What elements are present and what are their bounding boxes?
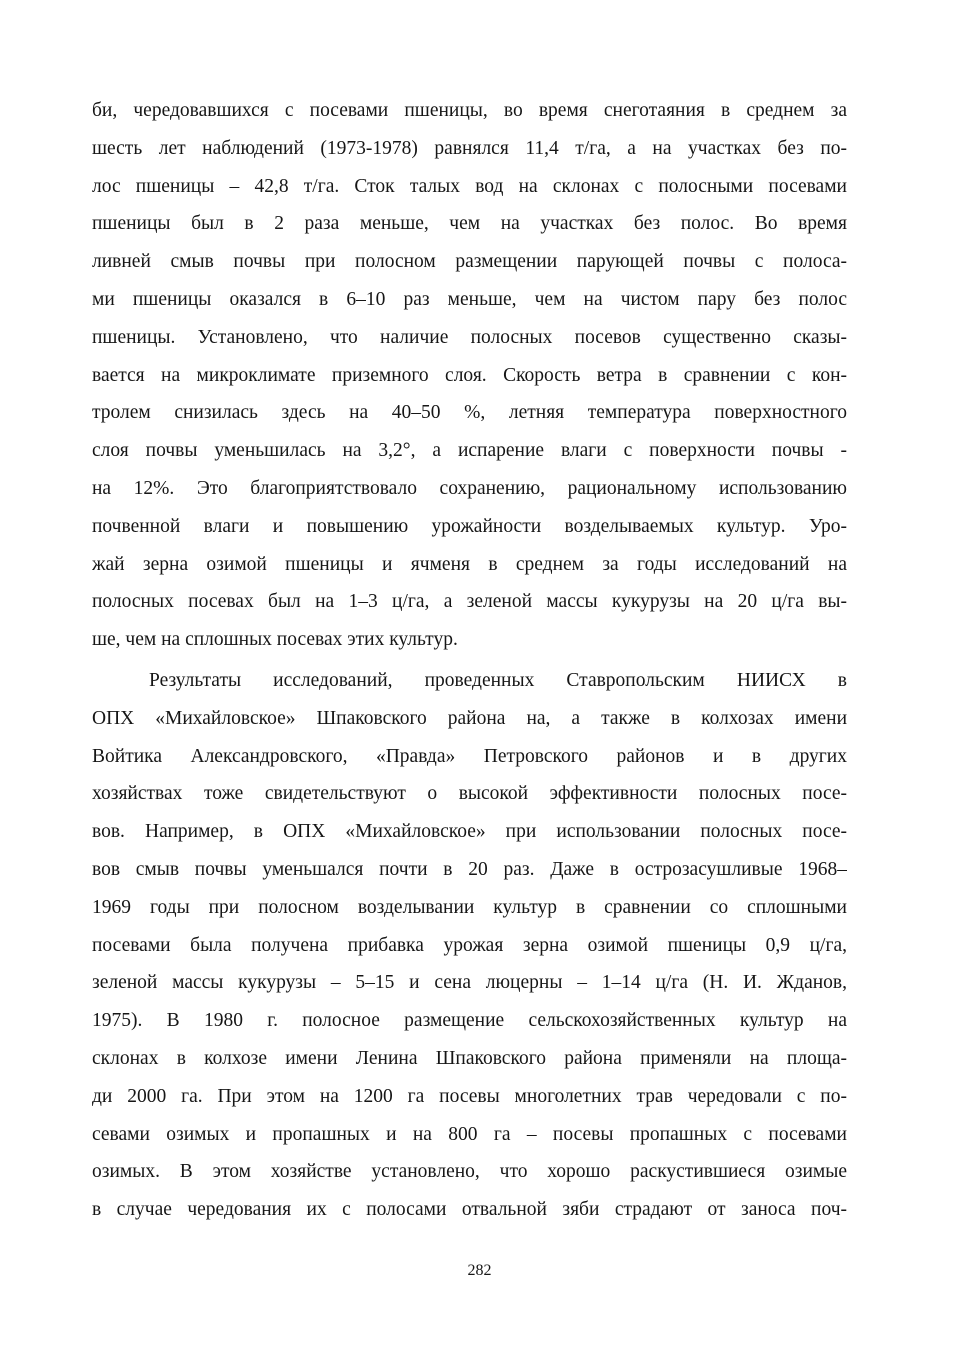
- text-line: ОПХ «Михайловское» Шпаковского района на, а также в колхозах имени: [92, 707, 847, 729]
- text-line: вов. Например, в ОПХ «Михайловское» при использовании полосных посе-: [92, 821, 847, 843]
- text-line: 1975). В 1980 г. полосное размещение сельскохозяйственных культур на: [92, 1010, 847, 1032]
- page-number: 282: [467, 1262, 492, 1279]
- text-line: полосных посевах был на 1–3 ц/га, а зеленой массы кукурузы на 20 ц/га вы-: [92, 591, 847, 613]
- text-line: 1969 годы при полосном возделывании культур в сравнении со сплошными: [92, 896, 847, 918]
- text-line: би, чередовавшихся с посевами пшеницы, во время снеготаяния в среднем за: [92, 100, 847, 121]
- text-line: тролем снизилась здесь на 40–50 %, летняя температура поверхностного: [92, 402, 847, 424]
- text-line: на 12%. Это благоприятствовало сохранению, рациональному использованию: [92, 477, 847, 499]
- text-line: ше, чем на сплошных посевах этих культур.: [92, 629, 458, 651]
- text-line: шесть лет наблюдений (1973-1978) равнялся 11,4 т/га, а на участках без по-: [92, 137, 847, 159]
- text-line: пшеницы был в 2 раза меньше, чем на участках без полос. Во время: [92, 213, 847, 235]
- paragraph-1: [92, 92, 847, 659]
- text-line: ди 2000 га. При этом на 1200 га посевы многолетних трав чередовали с по-: [92, 1085, 847, 1107]
- text-line: вается на микроклимате приземного слоя. Скорость ветра в сравнении с кон-: [92, 364, 847, 386]
- text-line: Результаты исследований, проведенных Ставропольским НИИСХ в: [149, 670, 847, 691]
- text-line: жай зерна озимой пшеницы и ячменя в среднем за годы исследований на: [92, 553, 847, 575]
- text-line: ливней смыв почвы при полосном размещении парующей почвы с полоса-: [92, 251, 847, 273]
- text-line: слоя почвы уменьшилась на 3,2°, а испарение влаги с поверхности почвы -: [92, 440, 847, 462]
- text-line: хозяйствах тоже свидетельствуют о высокой эффективности полосных посе-: [92, 783, 847, 805]
- text-line: посевами была получена прибавка урожая зерна озимой пшеницы 0,9 ц/га,: [92, 934, 847, 956]
- text-line: почвенной влаги и повышению урожайности возделываемых культур. Уро-: [92, 515, 847, 537]
- text-line: вов смыв почвы уменьшался почти в 20 раз. Даже в острозасушливые 1968–: [92, 858, 847, 880]
- paragraph-2: [92, 662, 847, 1229]
- text-line: зеленой массы кукурузы – 5–15 и сена люцерны – 1–14 ц/га (Н. И. Жданов,: [92, 972, 847, 994]
- text-line: ми пшеницы оказался в 6–10 раз меньше, чем на чистом пару без полос: [92, 288, 847, 310]
- text-line: склонах в колхозе имени Ленина Шпаковского района применяли на площа-: [92, 1047, 847, 1069]
- text-line: Войтика Александровского, «Правда» Петровского районов и в других: [92, 745, 847, 767]
- text-line: севами озимых и пропашных и на 800 га – посевы пропашных с посевами: [92, 1123, 847, 1145]
- text-line: пшеницы. Установлено, что наличие полосных посевов существенно сказы-: [92, 326, 847, 348]
- text-line: лос пшеницы – 42,8 т/га. Сток талых вод на склонах с полосными посевами: [92, 175, 847, 197]
- text-line: озимых. В этом хозяйстве установлено, что хорошо раскустившиеся озимые: [92, 1161, 847, 1183]
- text-line: в случае чередования их с полосами отвальной зяби страдают от заноса поч-: [92, 1199, 847, 1221]
